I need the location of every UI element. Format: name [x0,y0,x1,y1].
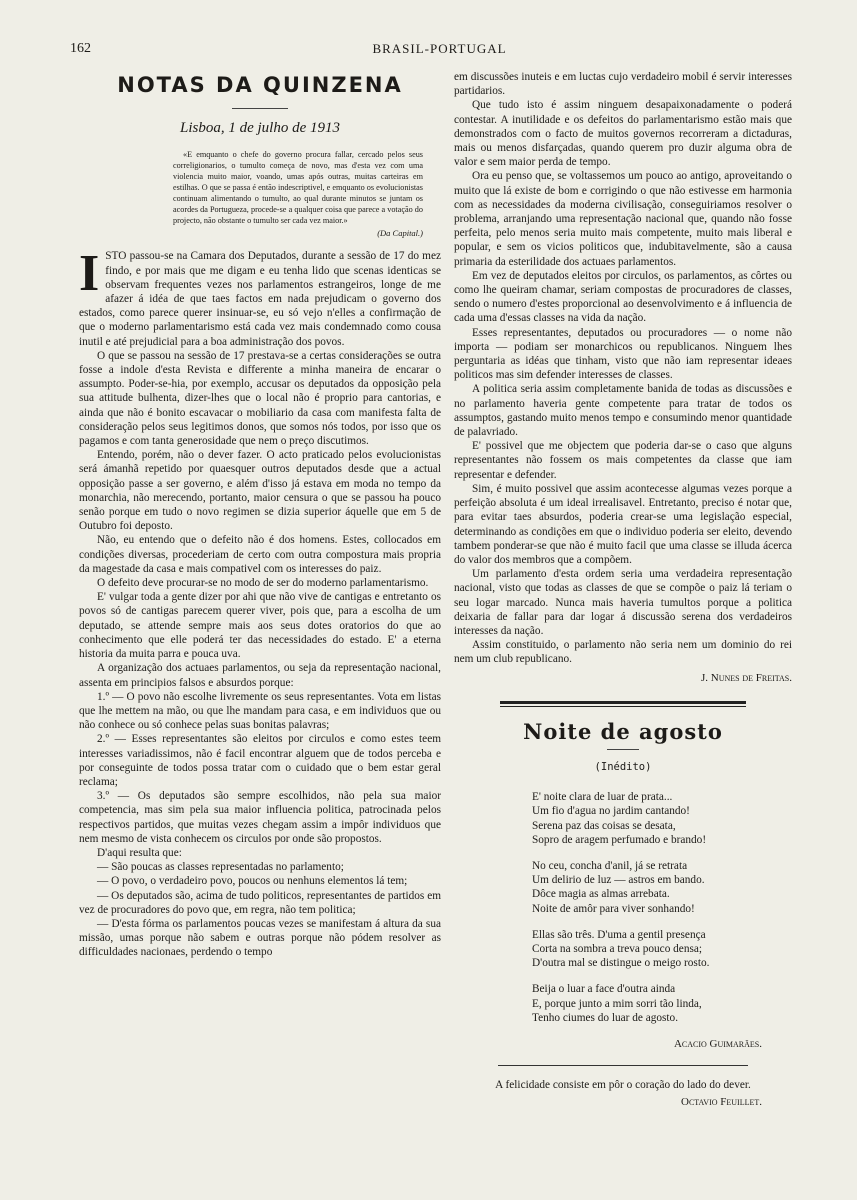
poem-line: Tenho ciumes do luar de agosto. [532,1011,679,1024]
poem-title: Noite de agosto [523,718,723,744]
poem-line: Noite de amôr para viver sonhando! [532,902,695,915]
poem-stanza [532,982,792,1025]
article-paragraph: Não, eu entendo que o defeito não é dos homens. Estes, collocados em condições diversas, procederiam de certo com outra compostura mais propria da magestade da casa e mais compativel com os interesses do paiz. [79,534,441,575]
poem-stanza [532,859,792,916]
page-number: 162 [70,41,91,56]
article-paragraph: Ora eu penso que, se voltassemos um pouco ao antigo, aproveitando o muito que lá existe de bom e corrigindo o que não estivesse em harmonia com as necessidades da moderna civilisação, conseguiriamos resolver o problema, arranjando uma representação nacional que, quando não fosse perfeita, pelo menos seria muito mais competente, muito mais liberal e popular, e sem os vicios politicos que, indubitavelmente, são a causa primaria da esterilidade dos actuaes parlamentos. [454,170,792,268]
article-paragraph: Assim constituido, o parlamento não seria nem um dominio do rei nem um club republicano. [454,639,792,666]
poem-line: Ellas são três. D'uma a gentil presença [532,928,706,941]
article-paragraph [79,245,441,348]
poem-stanza [532,928,792,971]
maxim-text: A felicidade consiste em pôr o coração do lado do dever. [495,1079,751,1092]
epigraph [173,149,423,239]
poem-signature: Acacio Guimarães. [673,1037,762,1050]
right-column [454,70,792,1110]
article-paragraph: A politica seria assim completamente banida de todas as discussões e no parlamento haveria gente competente para tratar de todos os assumptos, gastando muito menos tempo e consumindo menor quantidade de palavriado. [454,383,792,439]
article-paragraph: E' vulgar toda a gente dizer por ahi que não vive de cantigas e entretanto os povos só de cantigas parecem querer viver, pois que, para a escolha de um deputado, se attende sempre mais aos seus dotes oratorios do que ao conhecimento que elle poderá ter das necessidades do estado. E' a eterna historia da muita parra e pouca uva. [79,591,441,661]
epigraph-source: (Da Capital.) [377,228,423,239]
article-paragraph: — D'esta fórma os parlamentos poucas vezes se manifestam á altura da sua missão, umas porque não sabem e outras porque não pódem resolver as difficuldades nacionaes, perdendo o tempo [79,917,441,959]
poem-line: E' noite clara de luar de prata... [532,791,673,804]
maxim-author: Octavio Feuillet. [681,1096,762,1109]
poem-line: Um fio d'agua no jardim cantando! [532,805,690,818]
maxim-rule [498,1065,748,1066]
epigraph-text: «E emquanto o chefe do governo procura fallar, cercado pelos seus correligionarios, o tumulto começa de novo, mas d'esta vez com uma violencia muito maior, voando, umas após outras, muitas carteiras em estilhas. O que se passa é então indescriptivel, e emquanto os evolucionistas continuam alimentando o tumulto, ao qual durante minutos se juntam os acordes da Portugueza, procede-se a qualquer coisa que parece a votação do projecto, não obstante o tumulto ser cada vez maior.» [173,150,423,226]
poem-rule [607,749,639,750]
poem-line: No ceu, concha d'anil, já se retrata [532,859,688,872]
drop-cap: I [79,245,100,303]
poem-line: Um delirio de luz — astros em bando. [532,874,705,887]
article-paragraph: Um parlamento d'esta ordem seria uma verdadeira representação nacional, visto que todas as classes de que se compõe o paiz lá teriam o seu logar marcado. Nunca mais haveria tumultos porque a politica deixaria de fallar para dar logar á discussão serena dos verdadeiros interesses da nação. [454,568,792,637]
article-body-left [79,245,441,959]
poem-line: E, porque junto a mim sorri tão linda, [532,997,702,1010]
article-paragraph: Sim, é muito possivel que assim acontecesse algumas vezes porque a perfeição absoluta é um ideal irrealisavel. Entretanto, preciso é notar que, para evitar taes absurdos, poderia crear-se uma legislação especial, determinando as condições em que o individuo poderia ser eleito, devendo tambem ponderar-se que não é muito facil que uma classe se illuda ácerca do valor dos membros que a compõem. [454,482,792,566]
article-paragraph: O que se passou na sessão de 17 prestava-se a certas considerações se outra fosse a indole d'esta Revista e differente a minha maneira de encarar o assumpto. Poder-se-hia, por exemplo, accusar os deputados da opposição pela sua attitude bulhenta, dizer-lhes que o local não é proprio para cantorias, e ainda que não é bonito escavacar o mobiliario da casa com manifesta falta de consideração pelos seus legitimos donos, que somos nós todos, por isso que os pagamos e com tanta generosidade que nem o preço discutimos. [79,349,441,448]
article-paragraph: 1.º — O povo não escolhe livremente os seus representantes. Vota em listas que lhe mettem na mão, ou que lhe mandam para casa, e em individuos que ou não conhece ou só conhece pelas suas bonitas palavras; [79,690,441,732]
poem-stanza [532,790,792,847]
poem-line: Dôce magia as almas arrebata. [532,888,670,901]
left-column [79,70,441,960]
article-paragraph: Entendo, porém, não o dever fazer. O acto praticado pelos evolucionistas será ámanhã repetido por quaesquer outros deputados desde que a actual opposição passe a ser governo, e além d'isso já estava em moda no tempo da monarchia, não merecendo, portanto, maior censura o que se passou ha pouco senão porque em tudo o novo regimen se dizia superior áquelle que em 5 de Outubro foi deposto. [79,449,441,533]
page-header [70,41,809,61]
section-divider [500,701,746,707]
article-paragraph: A organização dos actuaes parlamentos, ou seja da representação nacional, assenta em principios falsos e absurdos porque: [79,662,441,689]
lead-text: STO passou-se na Camara dos Deputados, durante a sessão de 17 do mez findo, e por mais que me digam e eu tenha lido que scenas identicas se observam frequentes vezes nos parlamentos estrangeiros, longe de me afazer á idéa de que taes factos em nada prejudicam o governo dos estados, como parece querer insinuar-se, eu só vejo n'elles a confirmação de que o moderno parlamentarismo está cada vez mais condemnado como cousa inutil e até prejudicial para a boa administração dos povos. [79,250,441,348]
article-paragraph: Em vez de deputados eleitos por circulos, os parlamentos, as côrtes ou como lhe queiram chamar, seriam compostas de procuradores de classes, sendo o numero d'estes proporcional ao desenvolvimento e á influencia de cada uma d'essas classes na vida da nação. [454,269,792,325]
poem-line: Corta na sombra a treva pouco densa; [532,942,703,955]
poem-line: Serena paz das coisas se desata, [532,819,676,832]
article-signature: J. Nunes de Freitas. [700,671,792,684]
article-paragraph: Que tudo isto é assim ninguem desapaixonadamente o poderá contestar. A inutilidade e os defeitos do parlamentarismo estão mais que demonstrados com o facto de muitos governos recorreram a dictaduras, mais ou menos disfarçadas, quando querem pro duzir alguma obra de valor e sem maior perda de tempo. [454,99,792,169]
article-paragraph: — O povo, o verdadeiro povo, poucos ou nenhuns elementos lá tem; [97,875,408,888]
article-paragraph: O defeito deve procurar-se no modo de ser do moderno parlamentarismo. [97,577,429,590]
poem-line: Sopro de aragem perfumado e brando! [532,833,707,846]
poem-line: D'outra mal se distingue o meigo rosto. [532,957,710,970]
dateline: Lisboa, 1 de julho de 1913 [180,120,340,137]
article-paragraph: em discussões inuteis e em luctas cujo verdadeiro mobil é servir interesses partidarios. [454,71,792,98]
running-title: BRASIL-PORTUGAL [372,41,507,56]
title-rule [232,108,288,109]
article-paragraph: — Os deputados são, acima de tudo politicos, representantes de partidos em vez de procuradores do povo que, em regra, não tem politica; [79,889,441,916]
article-title: NOTAS DA QUINZENA [117,73,403,97]
article-body-right [454,70,792,667]
poem-body [454,790,792,1025]
article-paragraph: 3.º — Os deputados são sempre escolhidos, não pela sua maior competencia, mas sim pela sua maior influencia politica, patrocinada pelos respectivos partidos, que muitas vezes chegam assim a impôr individuos que nem mesmo de vista conhecem os circulos por onde são propostos. [79,790,441,845]
article-paragraph: Esses representantes, deputados ou procuradores — o nome não importa — podiam ser monarchicos ou republicanos. Ninguem lhes perguntaria as idéas que tinham, visto que não iam representar ideaes politicos mas sim defender interesses de classes. [454,326,792,382]
poem-line: Beija o luar a face d'outra ainda [532,983,676,996]
article-paragraph: — São poucas as classes representadas no parlamento; [97,861,344,874]
article-paragraph: 2.º — Esses representantes são eleitos por circulos e como estes teem interesses variadissimos, não é facil encontrar alguem que de todos perceba e por conseguinte de todos possa tratar com o cuidado que o bem estar geral reclama; [79,733,441,788]
article-paragraph: D'aqui resulta que: [97,846,182,859]
poem-subtitle: (Inédito) [594,760,652,773]
article-paragraph: E' possivel que me objectem que poderia dar-se o caso que alguns representantes não fossem os mais competentes da classe que iam representar e defender. [454,440,792,481]
